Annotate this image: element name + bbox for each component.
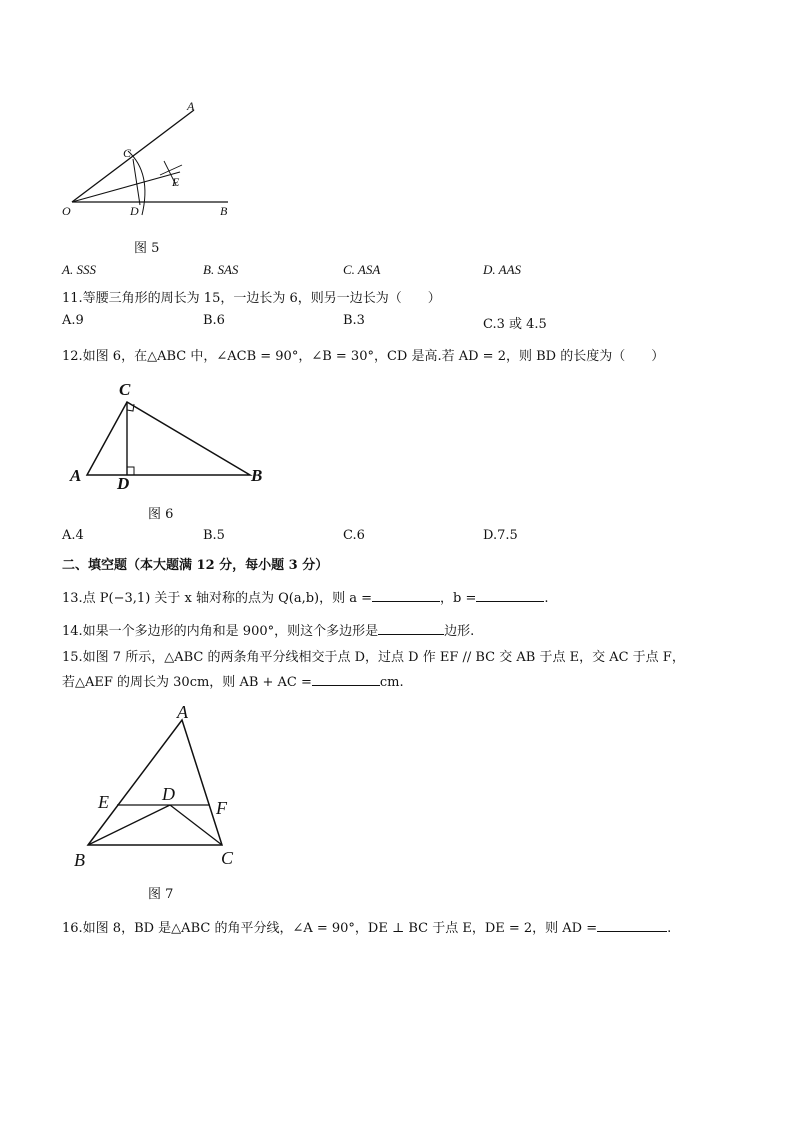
label-d: D xyxy=(130,204,139,218)
label-c: C xyxy=(221,848,234,868)
label-c: C xyxy=(119,380,131,399)
q13-prefix: 13.点 P(−3,1) 关于 x 轴对称的点为 Q(a,b)，则 a = xyxy=(62,591,373,606)
ray-oe xyxy=(72,172,180,202)
label-e: E xyxy=(172,175,180,189)
q15-prefix: 若△AEF 的周长为 30cm，则 AB + AC = xyxy=(62,675,312,690)
q12-option-b: B.5 xyxy=(203,528,225,543)
label-d: D xyxy=(162,784,175,804)
q14-line xyxy=(62,620,474,639)
label-e: E xyxy=(98,792,109,812)
figure-7-caption: 图 7 xyxy=(148,887,174,902)
q12-text: 12.如图 6，在△ABC 中，∠ACB = 90°，∠B = 30°，CD 是高.若 AD = 2，则 BD 的长度为（ ） xyxy=(62,349,665,364)
figure-6 xyxy=(65,375,280,490)
label-c: C xyxy=(123,146,132,160)
triangle-abc xyxy=(88,720,222,845)
figure-5-caption: 图 5 xyxy=(134,241,160,256)
label-f: F xyxy=(216,798,227,818)
label-b: B xyxy=(251,466,263,485)
q13-middle: ，b = xyxy=(440,591,477,606)
figure-5 xyxy=(60,95,250,225)
label-a: A xyxy=(187,99,195,113)
label-o: O xyxy=(62,204,71,218)
q12-option-d: D.7.5 xyxy=(483,528,518,543)
figure-7 xyxy=(70,700,245,875)
q13-blank-b[interactable] xyxy=(476,589,544,602)
q11-option-d: C.3 或 4.5 xyxy=(483,317,547,332)
triangle-abc xyxy=(87,402,250,475)
label-b: B xyxy=(74,850,85,870)
section-2-heading: 二、填空题（本大题满 12 分，每小题 3 分） xyxy=(62,558,329,573)
q15-line-2 xyxy=(62,671,404,690)
q14-blank[interactable] xyxy=(378,622,444,635)
q13-blank-a[interactable] xyxy=(372,589,440,602)
q15-blank[interactable] xyxy=(312,673,380,686)
q16-blank[interactable] xyxy=(597,919,667,932)
label-d: D xyxy=(117,474,130,490)
label-b: B xyxy=(220,204,228,218)
q13-line xyxy=(62,587,549,606)
q13-suffix: . xyxy=(544,591,549,606)
q11-option-c: B.3 xyxy=(343,313,365,328)
q16-line xyxy=(62,917,671,936)
q11-text: 11.等腰三角形的周长为 15，一边长为 6，则另一边长为（ ） xyxy=(62,291,441,306)
q11-option-a: A.9 xyxy=(62,313,84,328)
q12-option-c: C.6 xyxy=(343,528,365,543)
q12-option-a: A.4 xyxy=(62,528,84,543)
q16-prefix: 16.如图 8，BD 是△ABC 的角平分线，∠A = 90°，DE ⊥ BC 于点 E，DE = 2，则 AD = xyxy=(62,921,598,936)
q11-option-b: B.6 xyxy=(203,313,225,328)
label-a: A xyxy=(177,702,188,722)
q15-suffix: cm. xyxy=(379,675,404,690)
label-a: A xyxy=(70,466,82,485)
q15-line-1: 15.如图 7 所示，△ABC 的两条角平分线相交于点 D，过点 D 作 EF // BC 交 AB 于点 E，交 AC 于点 F， xyxy=(62,650,685,665)
figure-6-caption: 图 6 xyxy=(148,507,174,522)
q14-suffix: 边形. xyxy=(444,624,475,639)
q10-option-d: D. AAS xyxy=(483,262,522,277)
q10-option-b: B. SAS xyxy=(203,262,239,277)
q14-prefix: 14.如果一个多边形的内角和是 900°，则这个多边形是 xyxy=(62,624,379,639)
q16-suffix: . xyxy=(667,921,672,936)
segment-cd xyxy=(170,805,222,845)
q10-option-c: C. ASA xyxy=(343,262,381,277)
arc-e2 xyxy=(160,165,182,175)
q10-option-a: A. SSS xyxy=(62,262,96,277)
